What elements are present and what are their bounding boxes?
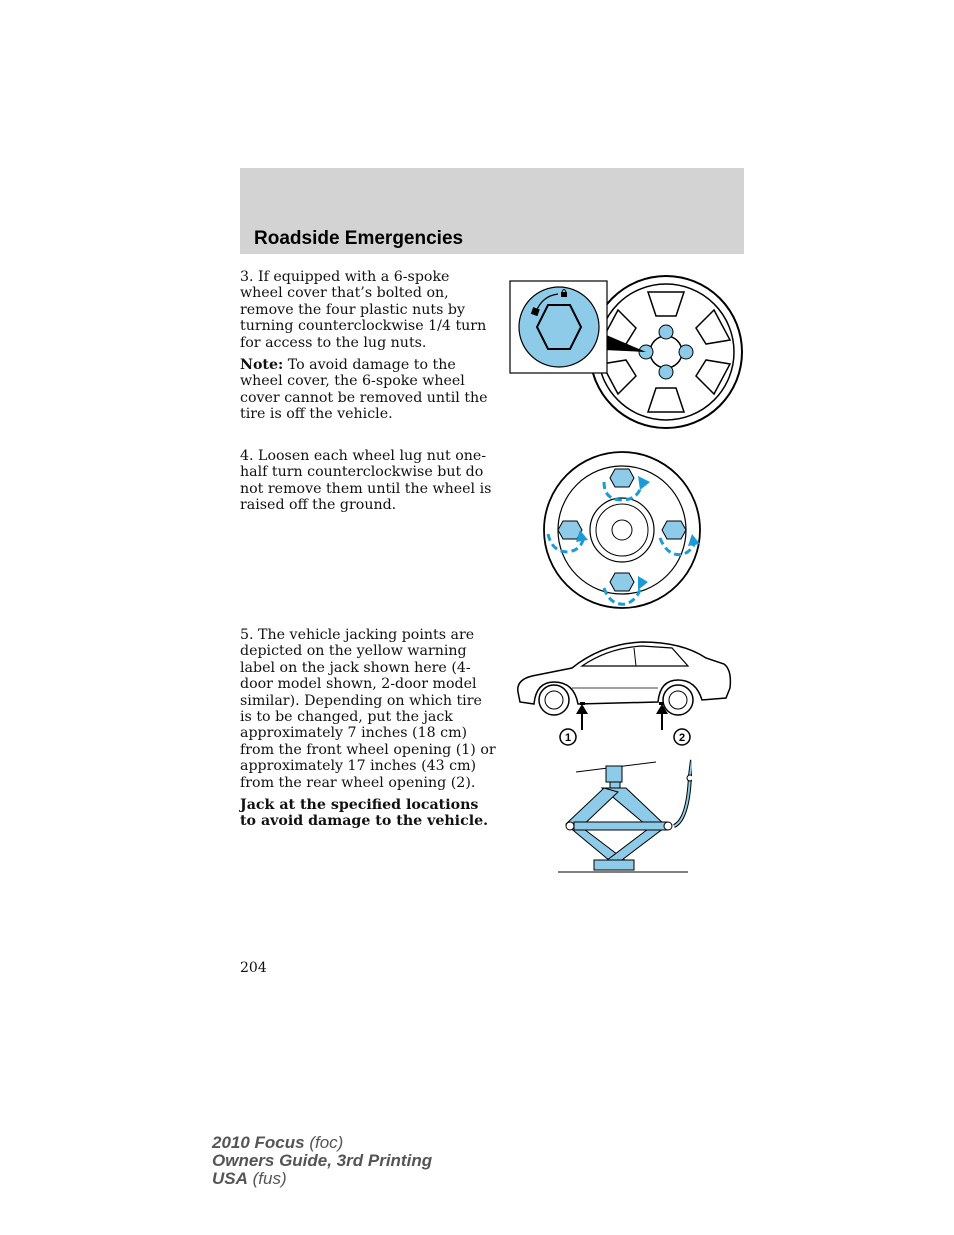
- step-5-block: [240, 627, 496, 836]
- lug-nut-figure: [538, 448, 708, 612]
- step-3-block: [240, 269, 496, 429]
- wheel-cover-figure: [508, 272, 748, 432]
- footer-line-3: [212, 1170, 432, 1188]
- footer-market: USA: [212, 1169, 248, 1188]
- scissor-jack-figure: [556, 756, 692, 874]
- section-header-band: [240, 168, 744, 254]
- footer-model: 2010 Focus: [212, 1133, 305, 1152]
- footer: [212, 1134, 432, 1188]
- footer-line-1: [212, 1134, 432, 1152]
- footer-line-2: Owners Guide, 3rd Printing: [212, 1151, 433, 1170]
- note-text: To avoid damage to the wheel cover, the 6-spoke wheel cover cannot be removed until the tire is off the vehicle.: [240, 357, 488, 423]
- step-4-text: 4. Loosen each wheel lug nut one-half turn counterclockwise but do not remove them until the wheel is raised off the ground.: [240, 448, 492, 514]
- callout-1: 1: [564, 732, 572, 744]
- page-number: 204: [240, 960, 267, 976]
- footer-market-code: (fus): [247, 1169, 287, 1188]
- note-label: Note:: [240, 357, 284, 374]
- car-jacking-points-figure: [512, 636, 736, 752]
- step-4-block: [240, 448, 496, 520]
- step-3-text: 3. If equipped with a 6-spoke wheel cover that’s bolted on, remove the four plastic nuts by turning counterclockwise 1/4 turn for access to the lug nuts.: [240, 269, 487, 351]
- section-title: Roadside Emergencies: [254, 228, 464, 249]
- step-5-text: 5. The vehicle jacking points are depicted on the yellow warning label on the jack shown here (4-door model shown, 2-door model similar). Depending on which tire is to be changed, put the jack approximately 7 inches (18 cm) from the front wheel opening (1) or approximately 17 inches (43 cm) from the rear wheel opening (2).: [240, 627, 496, 791]
- note-paragraph: [240, 357, 496, 423]
- jack-warning: Jack at the specified locations to avoid damage to the vehicle.: [240, 797, 489, 830]
- footer-model-code: (foc): [304, 1133, 344, 1152]
- callout-2: 2: [678, 732, 686, 744]
